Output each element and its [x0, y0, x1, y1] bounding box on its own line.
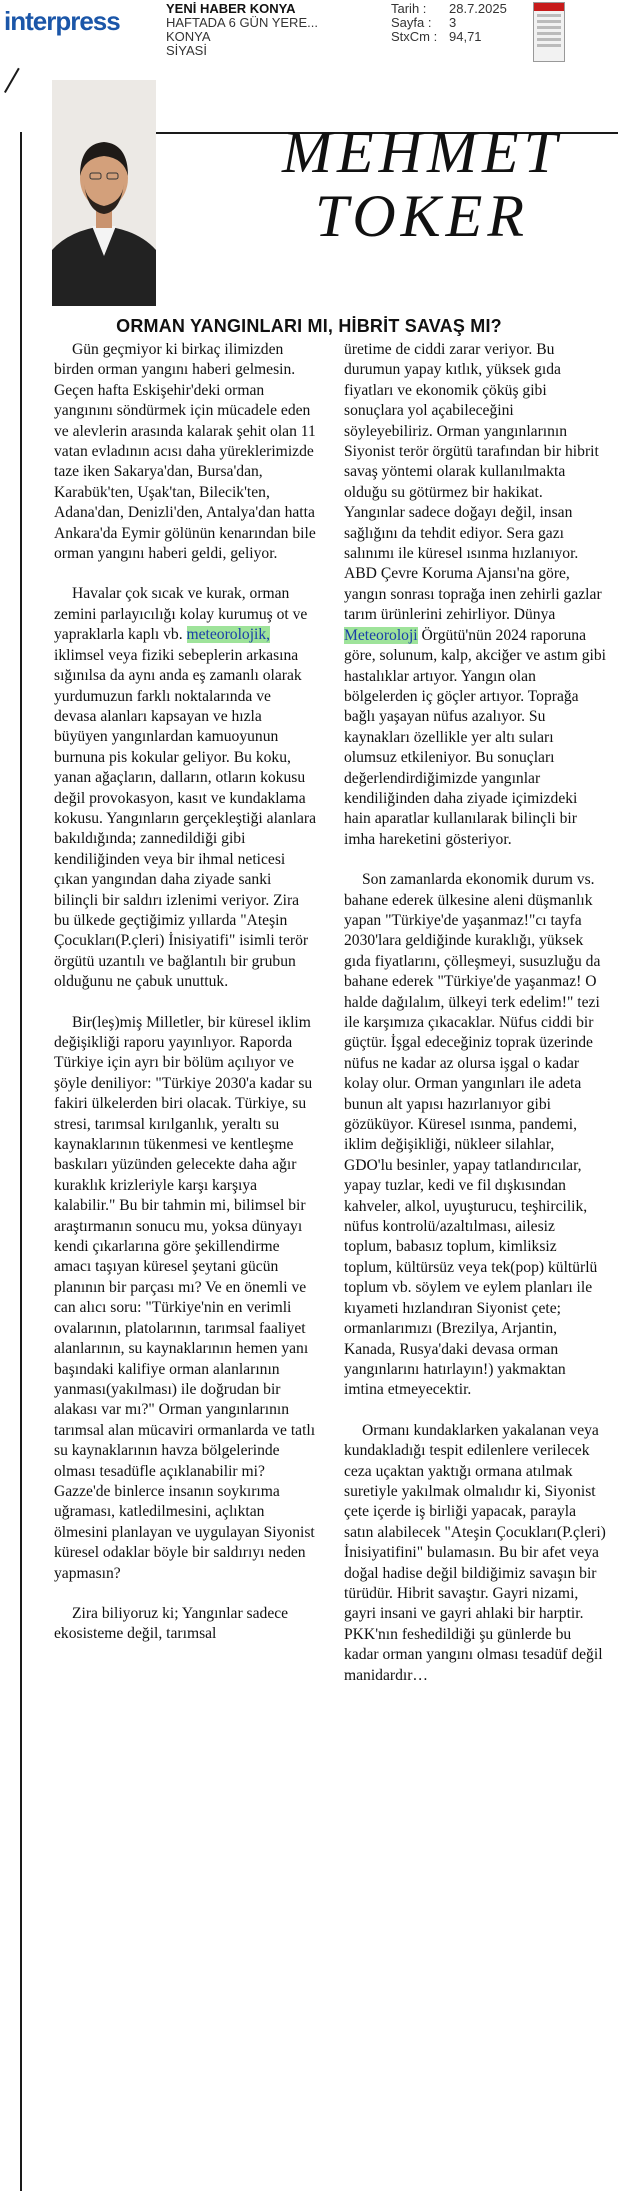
page-row	[391, 16, 507, 30]
stcm-value: 94,71	[449, 29, 482, 44]
paragraph: Havalar çok sıcak ve kurak, orman zemini parlayıcılığı kolay kurumuş ot ve yapraklarla kaplı vb. meteorolojik, iklimsel veya fiziki sebeplerin arkasına sığınılsa da aynı anda eş zamanlı olarak yurdumuzun farklı noktalarında ve devasa alanları kapsayan ve hızla büyüyen yangınlardan kamuoyunun burnuna pis kokular geliyor. Bu koku, yanan ağaçların, dalların, otların kokusu değil provokasyon, kasıt ve kundaklama kokusu. Yangınların gerçekleştiği alanlara bakıldığında; zannedildiği gibi kendiliğinden veya bir ihmal neticesi çıkan yangından daha ziyade sanki bilinçli bir saldırı izlenimi veriyor. Zira bu ülkede geçtiğimiz yıllarda "Ateşin Çocukları(P.çleri) İnisiyatifi" isimli terör örgütü uzantılı ve bağlantılı bir grubun olduğunu ne çabuk unuttuk.	[54, 585, 316, 991]
date-value: 28.7.2025	[449, 1, 507, 16]
publication-info	[166, 2, 318, 58]
date-label: Tarih :	[391, 1, 427, 16]
clipping-meta	[391, 2, 507, 44]
publication-name: YENİ HABER KONYA	[166, 1, 296, 16]
page-value: 3	[449, 15, 457, 30]
date-row	[391, 2, 507, 16]
author-name	[222, 120, 618, 248]
frame-left-rule	[20, 132, 22, 2191]
paragraph: Zira biliyoruz ki; Yangınlar sadece ekosisteme değil, tarımsal	[54, 1604, 289, 1643]
clipping-header	[0, 0, 618, 72]
author-last-name: TOKER	[315, 183, 529, 249]
interpress-logo: interpress	[4, 6, 120, 36]
paragraph: Gün geçmiyor ki birkaç ilimizden birden orman yangını haberi gelmesin. Geçen hafta Eskişehir'deki orman yangınını söndürmek için mücadele eden ve alevlerin arasında kalarak şehit olan 11 vatan evladının acısı daha yüreklerimizde taze iken Sakarya'dan, Bursa'dan, Karabük'ten, Uşak'tan, Bilecik'ten, Adana'dan, Denizli'den, Antalya'dan hatta Ankara'da Eymir gölünün kenarından bile orman yangını haberi geldi, geliyor.	[54, 341, 316, 563]
author-first-name: MEHMET	[282, 119, 562, 185]
article-column-right	[344, 340, 606, 1706]
highlighted-keyword: Meteoroloji	[344, 626, 418, 644]
paragraph: Ormanı kundaklarken yakalanan veya kundakladığı tespit edilenlere verilecek ceza uçaktan yaktığı ormana atılmak suretiyle yakılmak olmalıdır ki, Siyonist çete içerde iş birliği yapacak, parayla satın alabilecek "Ateşin Çocukları(P.çleri) İnisiyatifini" bulamasın. Bu bir afet veya doğal hadise değil bildiğimiz savaşın bir türüdür. Hibrit savaştır. Gayri nizami, gayri insani ve gayri ahlaki bir harptir. PKK'nın feshedildiği şu günlerde bu kadar orman yangını olması tesadüf değil manidardır…	[344, 1421, 606, 1684]
paragraph: üretime de ciddi zarar veriyor. Bu durumun yapay kıtlık, yüksek gıda fiyatları ve ekonomik çöküş gibi sonuçlara yol açabileceğini söyleyebiliriz. Orman yangınlarının Siyonist terör örgütü tarafından bir hibrit savaş yöntemi olarak kullanılmakta olduğu su götürmez bir hakikat. Yangınlar sadece doğayı değil, insan sağlığını da tehdit ediyor. Sera gazı salınımı ile küresel ısınma hızlanıyor. ABD Çevre Koruma Ajansı'na göre, yangın sonrası toprağa inen zehirli gazlar tarım ürünlerini zehirliyor. Dünya Meteoroloji Örgütü'nün 2024 raporuna göre, solunum, kalp, akciğer ve astım gibi hastalıklar artıyor. Yangın olan bölgelerden iç göçler artıyor. Toprağa bağlı yaşayan nüfus azalıyor. Su kaynakları özellikle yer altı suları olumsuz etkileniyor. Bu sonuçları değerlendirdiğimizde yangınlar kendiliğinden daha ziyade içimizdeki hain aparatlar kullanılarak bilinçli bir imha hareketini gösteriyor.	[344, 341, 607, 848]
paragraph: Son zamanlarda ekonomik durum vs. bahane ederek ülkesine aleni düşmanlık yapan "Türkiye'de yaşanmaz!"cı tayfa 2030'lara geldiğinde kuraklığı, yüksek gıda fiyatlarını, çölleşmeyi, susuzluğu da bahane ederek "Türkiye'de yaşanmaz! O halde dağılalım, ülkeyi terk edelim!" tezi ile karşımıza çıkacaklar. Nüfus ciddi bir güçtür. İşgal edeceğiniz toprak üzerinde nüfus ne kadar az olursa işgal o kadar kolay olur. Orman yangınları ile adeta bunun alt yapısı hazırlanıyor gibi gözüküyor. Küresel ısınma, pandemi, iklim değişikliği, nükleer silahlar, GDO'lu besinler, yapay tatlandırıcılar, yapay tuzlar, kedi ve fil dışkısından kahveler, alkol, uyuşturucu, teşhircilik, nüfus kontrolü/azaltılması, ailesiz toplum, babasız toplum, kimliksiz toplum, kültürsüz veya tek(pop) kültürlü toplum vb. söylem ve eylem planları ile kıyameti hızlandıran Siyonist çete; ormanlarımızı (Brezilya, Arjantin, Kanada, Rusya'daki devasa orman yangınlarını hatırlayın!) yakmaktan imtina etmeyecektir.	[344, 871, 601, 1399]
article-headline: ORMAN YANGINLARI MI, HİBRİT SAVAŞ MI?	[116, 316, 502, 336]
article-column-left	[54, 340, 316, 1665]
publication-section: SİYASİ	[166, 43, 207, 58]
stcm-row	[391, 30, 507, 44]
author-photo	[52, 80, 156, 306]
page-label: Sayfa :	[391, 15, 432, 30]
highlighted-keyword: meteorolojik,	[186, 626, 271, 644]
paragraph: Bir(leş)miş Milletler, bir küresel iklim değişikliği raporu yayınlıyor. Raporda Türkiye için ayrı bir bölüm açılıyor ve şöyle deniliyor: "Türkiye 2030'a kadar su fakiri ülkelerden biri olacak. Türkiye, su stresi, tarımsal kırılganlık, yeraltı su kaynaklarının tükenmesi ve kentleşme baskıları yüzünden gelecekte daha ağır kuraklık krizleriyle karşı karşıya kalabilir." Bu bir tahmin mi, bilimsel bir araştırmanın sonucu mu, yoksa dünyayı kendi çıkarlarına göre şekillendirme amacı taşıyan küresel şeytani gücün planının bir parçası mı? Ve en önemli ve can alıcı soru: "Türkiye'nin en verimli ovalarının, platolarının, tarımsal faaliyet alanlarının, su kaynaklarının hemen yanı başındaki kalifiye orman alanlarının yanması(yakılması) ile doğrudan bir alakası var mı?" Orman yangınlarının tarımsal alan mücaviri ormanlarda ve tatlı su kaynaklarının havza bölgelerinde olması tesadüfle açıklanabilir mi? Gazze'de binlerce insanın soykırıma uğraması, katledilmesini, açlıktan ölmesini planlayan ve uygulayan Siyonist küresel odaklar böyle bir saldırıyı neden yapmasın?	[54, 1013, 316, 1582]
publication-city: KONYA	[166, 29, 211, 44]
stcm-label: StxCm :	[391, 29, 438, 44]
publication-frequency: HAFTADA 6 GÜN YERE...	[166, 15, 318, 30]
newspaper-thumbnail	[533, 2, 565, 62]
